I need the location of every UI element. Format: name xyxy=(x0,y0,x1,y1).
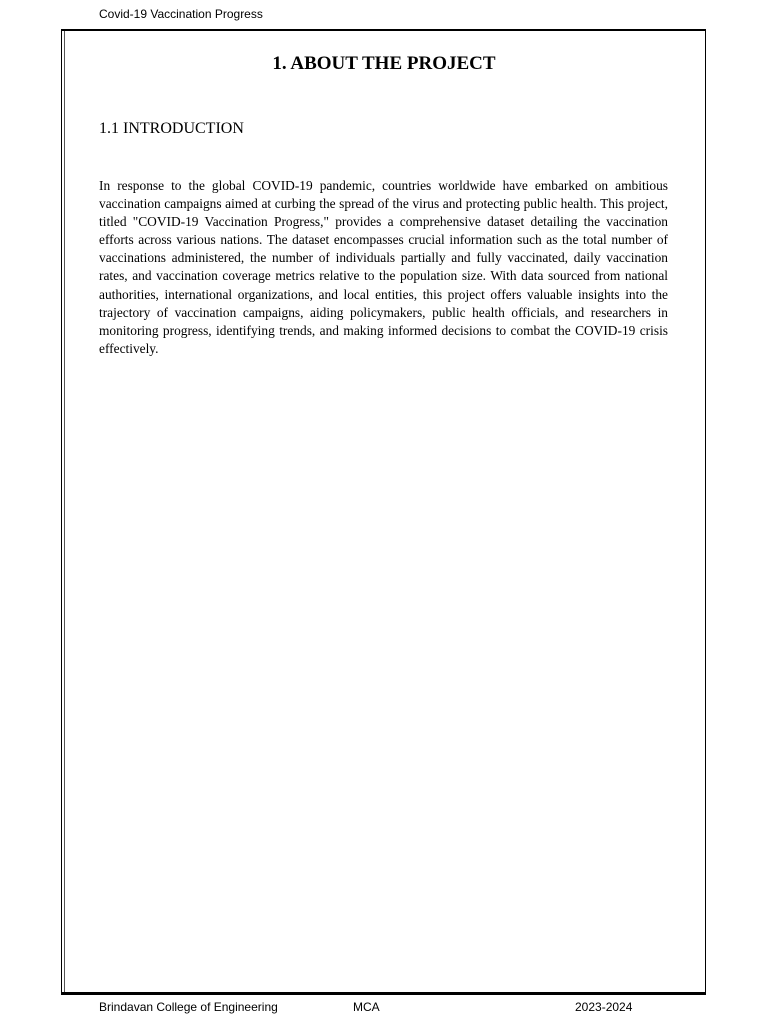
running-header: Covid-19 Vaccination Progress xyxy=(99,7,263,21)
page-border xyxy=(61,29,706,995)
intro-paragraph: In response to the global COVID-19 pandemic, countries worldwide have embarked on ambitious vaccination campaigns aimed at curbing the spread of the virus and protecting public health. This project, titled "COVID-19 Vaccination Progress," provides a comprehensive dataset detailing the vaccination efforts across various nations. The dataset encompasses crucial information such as the total number of vaccinations administered, the number of individuals partially and fully vaccinated, daily vaccination rates, and vaccination coverage metrics relative to the population size. With data sourced from national authorities, international organizations, and local entities, this project offers valuable insights into the trajectory of vaccination campaigns, aiding policymakers, public health officials, and researchers in monitoring progress, identifying trends, and making informed decisions to combat the COVID-19 crisis effectively. xyxy=(99,178,668,356)
footer-year: 2023-2024 xyxy=(575,1000,633,1014)
section-heading: 1.1 INTRODUCTION xyxy=(99,120,244,137)
chapter-title: 1. ABOUT THE PROJECT xyxy=(272,53,496,74)
footer-course: MCA xyxy=(353,1000,380,1014)
footer-college-name: Brindavan College of Engineering xyxy=(99,1000,278,1014)
